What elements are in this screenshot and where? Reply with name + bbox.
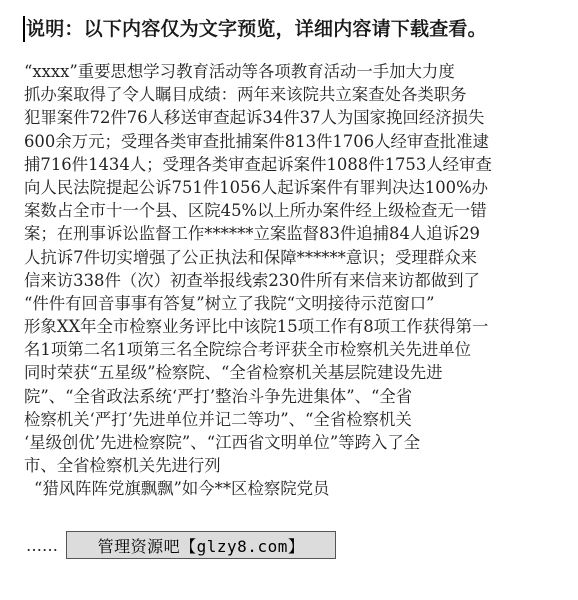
body-line: 案；在刑事诉讼监督工作******立案监督83件追捕84人追诉29	[24, 224, 480, 244]
body-line: 犯罪案件72件76人移送审查起诉34件37人为国家挽回经济损失	[24, 108, 485, 128]
body-line: “xxxx”重要思想学习教育活动等各项教育活动一手加大力度	[24, 62, 455, 81]
preview-notice: 说明：以下内容仅为文字预览，详细内容请下载查看。	[26, 18, 487, 40]
body-line: 院”、“全省政法系统‘严打’整治斗争先进集体”、“全省	[24, 386, 413, 406]
body-line: 600余万元；受理各类审查批捕案件813件1706人经审查批准逮	[24, 131, 489, 151]
body-line: 向人民法院提起公诉751件1056人起诉案件有罪判决达100%办	[24, 177, 489, 197]
ellipsis-continuation: ……	[26, 536, 58, 555]
body-line: ‘星级创优’先进检察院”、“江西省文明单位”等跨入了全	[24, 433, 421, 452]
text-cursor	[23, 16, 25, 42]
body-line: 捕716件1434人；受理各类审查起诉案件1088件1753人经审查	[24, 154, 492, 174]
body-line: 信来访338件（次）初查举报线索230件所有来信来访都做到了	[24, 270, 480, 290]
body-line: 检察机关‘严打’先进单位并记二等功”、“全省检察机关	[24, 409, 412, 429]
site-watermark-banner: 管理资源吧【glzy8.com】	[66, 531, 336, 559]
body-line: 案数占全市十一个县、区院45%以上所办案件经上级检查无一错	[24, 201, 487, 221]
body-line: 名1项第二名1项第三名全院综合考评获全市检察机关先进单位	[24, 340, 472, 360]
document-body	[24, 60, 556, 501]
body-line: 市、全省检察机关先进行列	[24, 456, 221, 476]
body-line: 形象XX年全市检察业务评比中该院15项工作有8项工作获得第一	[24, 317, 489, 337]
body-line: “件件有回音事事有答复”树立了我院“文明接待示范窗口”	[24, 293, 435, 313]
body-line: 人抗诉7件切实增强了公正执法和保障******意识；受理群众来	[24, 247, 477, 267]
body-line: “猎风阵阵党旗飘飘”如今**区检察院党员	[34, 479, 330, 499]
body-line: 抓办案取得了令人瞩目成绩：两年来该院共立案查处各类职务	[24, 85, 467, 105]
body-line: 同时荣获“五星级”检察院、“全省检察机关基层院建设先进	[24, 363, 443, 383]
